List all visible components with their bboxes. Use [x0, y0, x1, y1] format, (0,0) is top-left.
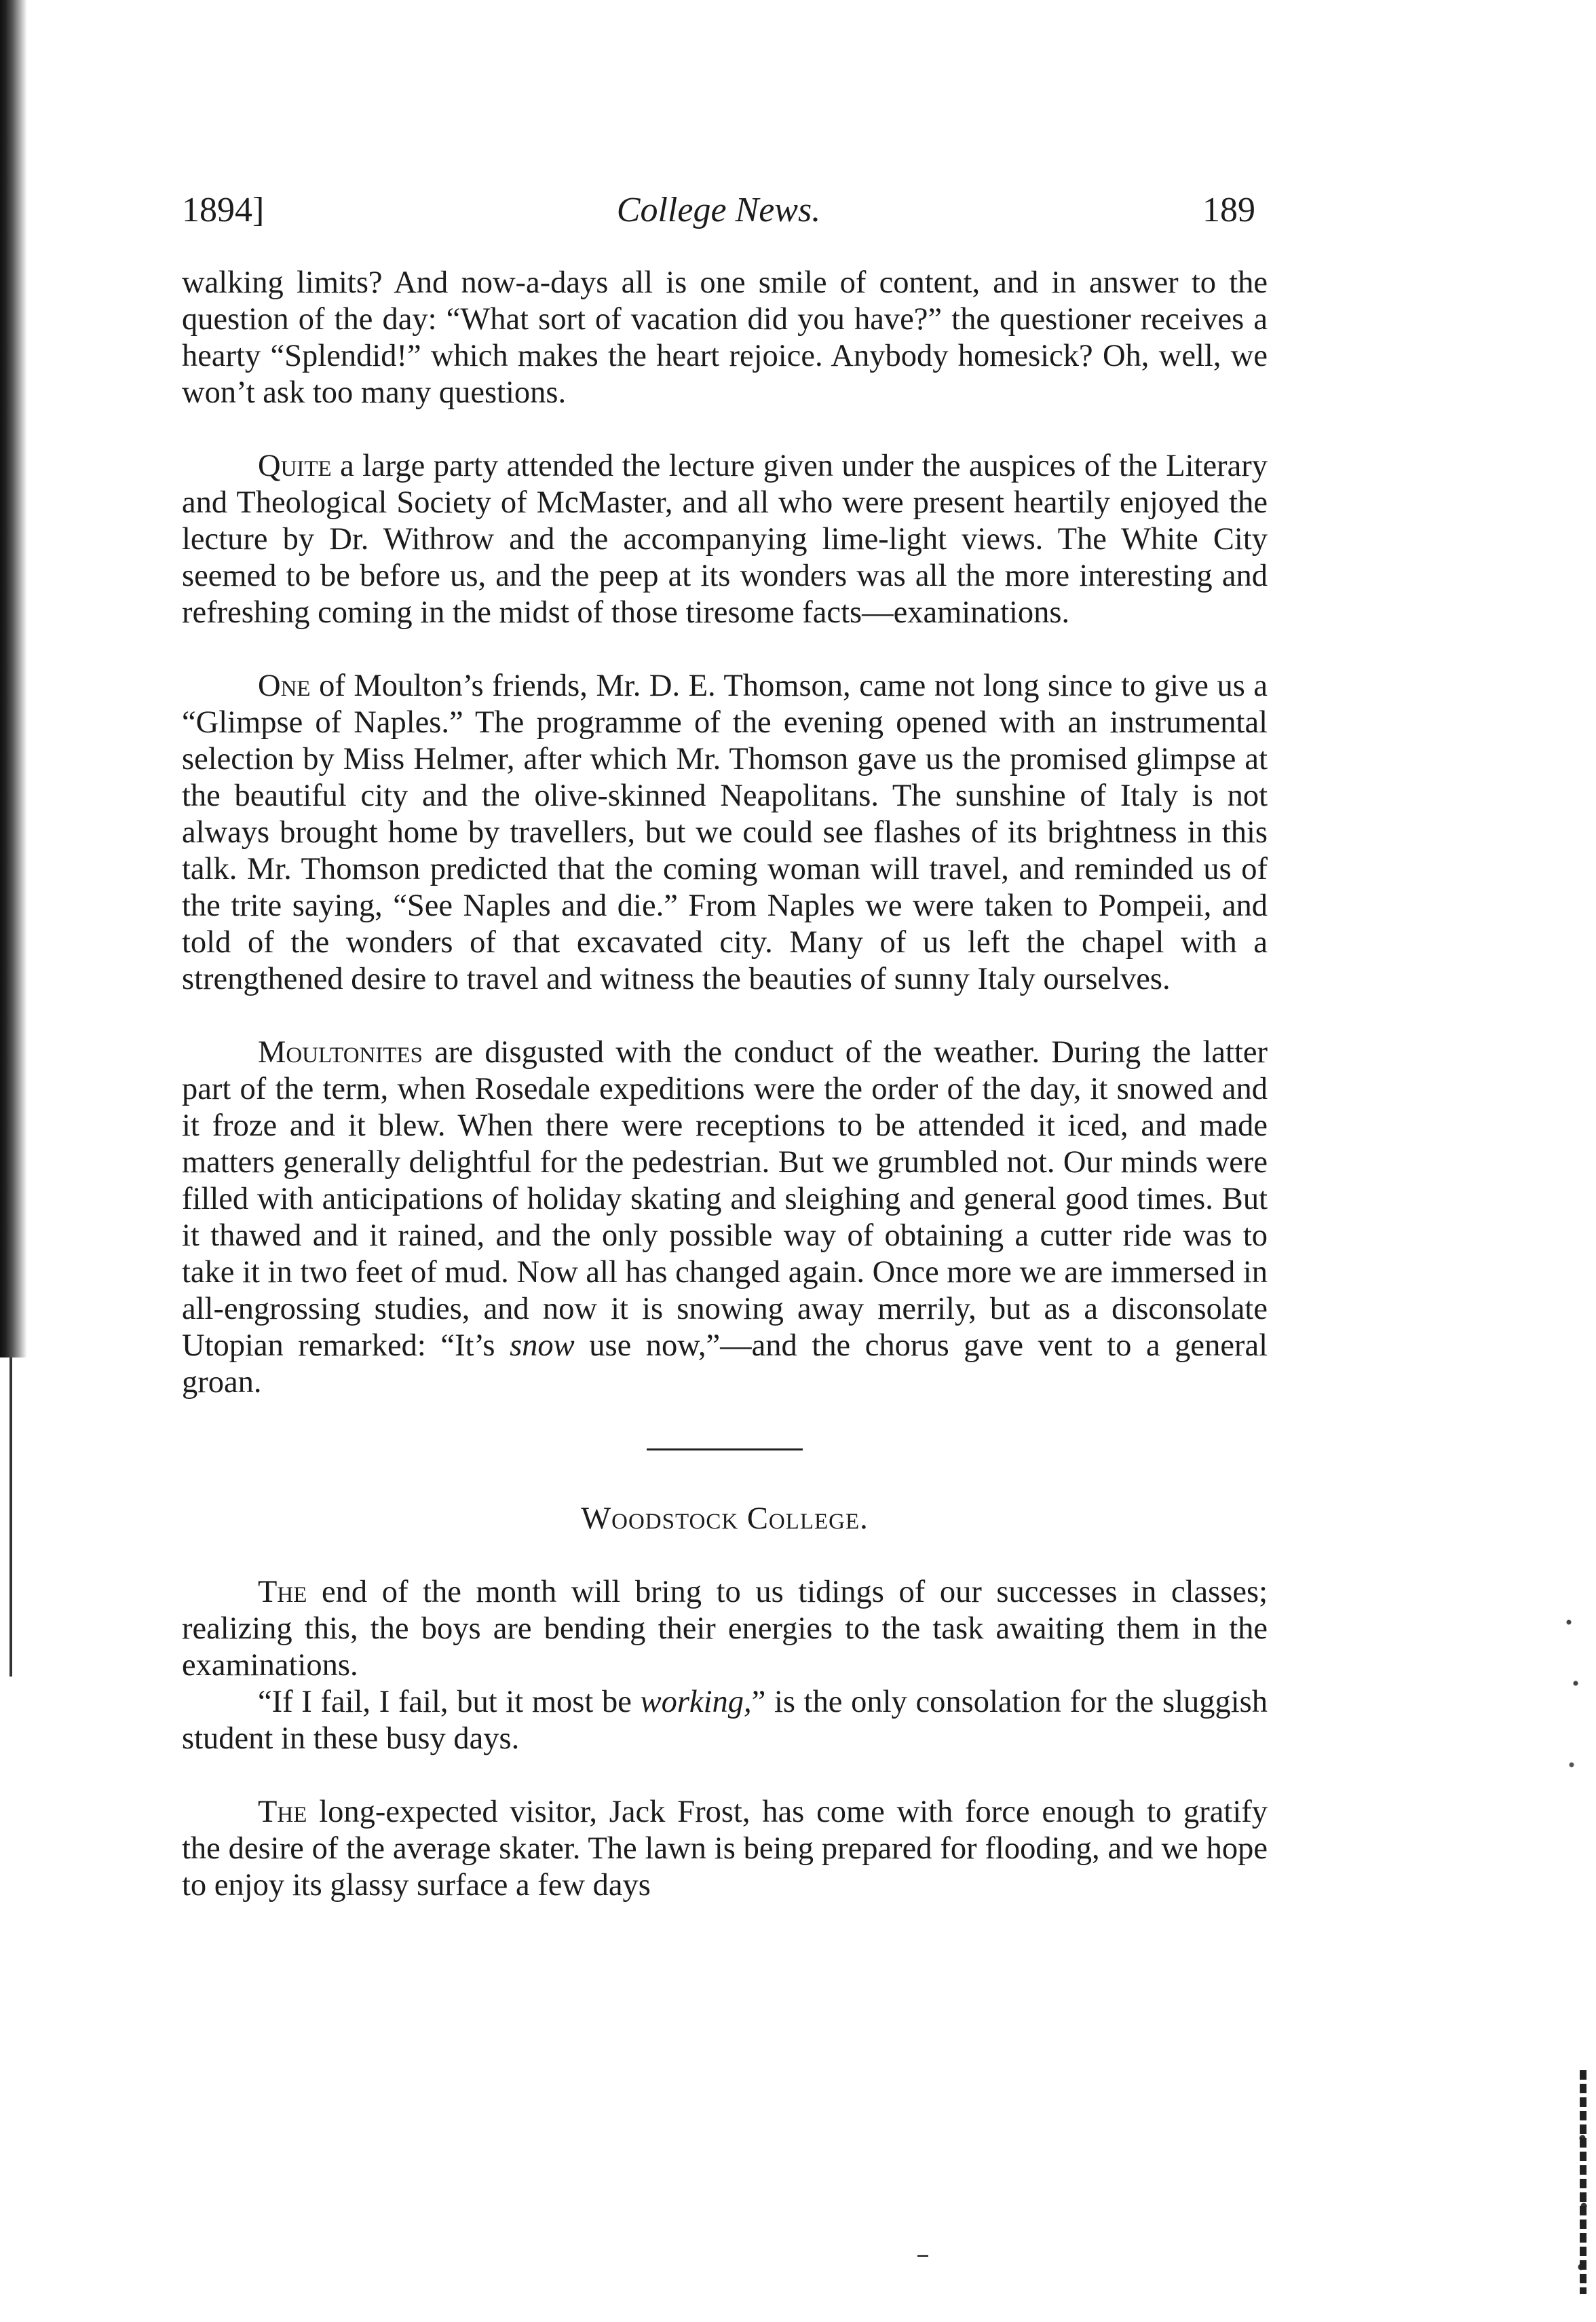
paragraph-text: walking limits? And now-a-days all is one smile of content, and in answer to the question of the day: “What sort of vacation did you have?” the questioner receives a hearty “Splendid!” which makes the heart rejoice. Anybody homesick? Oh, well, we won’t ask too many questions. — [182, 265, 1268, 410]
paragraph-lead: Quite — [258, 449, 332, 483]
paragraph-text: are disgusted with the conduct of the weather. During the latter part of the term, when Rosedale expeditions were the order of the day, it snowed and it froze and it blew. When there were receptions to be attended it iced, and made matters generally delightful for the pedestrian. But we grumbled not. Our minds were filled with anticipations of holiday skating and sleighing and general good times. But it thawed and it rained, and the only possible way of obtaining a cutter ride was to take it in two feet of mud. Now all has changed again. Once more we are immersed in all-engrossing studies, and now it is snowing away merrily, but as a disconsolate Utopian remarked: “It’s — [182, 1035, 1268, 1363]
binding-shadow-tail — [10, 1357, 12, 1677]
section-divider — [647, 1448, 803, 1450]
paragraph-lead: The — [258, 1795, 307, 1829]
paragraph-italic: working, — [640, 1685, 752, 1719]
paragraph-weather — [182, 1034, 1268, 1401]
paragraph-text: a large party attended the lecture given under the auspices of the Literary and Theological Society of McMaster, and all who were present heartily enjoyed the lecture by Dr. Withrow and the accompanying lime-light views. The White City seemed to be before us, and the peep at its wonders was all the more interesting and refreshing coming in the midst of those tiresome facts—examinations. — [182, 449, 1268, 630]
paragraph-lead: Moultonites — [258, 1035, 423, 1070]
paragraph-text: long-expected visitor, Jack Frost, has come with force enough to gratify the desire of the average skater. The lawn is being prepared for flooding, and we hope to enjoy its glassy surface a few days — [182, 1795, 1268, 1903]
paragraph-lecture — [182, 448, 1268, 631]
paragraph-text: “If I fail, I fail, but it most be — [258, 1685, 632, 1719]
paragraph-jack-frost — [182, 1794, 1268, 1904]
page-edge-specks — [1542, 0, 1596, 2322]
paragraph-tail: ” is the only consolation for the sluggish student in these busy days. — [182, 1685, 1268, 1756]
paragraph-italic: snow — [510, 1328, 575, 1363]
signature-mark — [917, 2255, 928, 2257]
paragraph-text: of Moulton’s friends, Mr. D. E. Thomson, came not long since to give us a “Glimpse of Naples.” The programme of the evening opened with an instrumental selection by Miss Helmer, after which Mr. Thomson gave us the promised glimpse at the beautiful city and the olive-skinned Neapolitans. The sunshine of Italy is not always brought home by travellers, but we could see flashes of its brightness in this talk. Mr. Thomson predicted that the coming woman will travel, and reminded us of the trite saying, “See Naples and die.” From Naples we were taken to Pompeii, and told of the wonders of that excavated city. Many of us left the chapel with a strengthened desire to travel and witness the beauties of sunny Italy ourselves. — [182, 669, 1268, 996]
paragraph-vacation — [182, 265, 1268, 411]
article-body — [182, 265, 1268, 1904]
page-edge-mark — [1580, 2070, 1586, 2294]
paragraph-text: end of the month will bring to us tidings of our successes in classes; realizing this, the boys are bending their energies to the task awaiting them in the examinations. — [182, 1575, 1268, 1683]
paragraph-tail: use now,”—and the chorus gave vent to a general groan. — [182, 1328, 1268, 1400]
paragraph-lead: The — [258, 1575, 307, 1609]
running-head-year: 1894] — [182, 191, 265, 229]
section-heading-woodstock: Woodstock College. — [581, 1501, 869, 1536]
paragraph-examinations — [182, 1574, 1268, 1684]
paragraph-lead: One — [258, 669, 311, 703]
page-number: 189 — [1202, 191, 1255, 229]
running-head — [182, 190, 1255, 244]
running-head-title: College News. — [616, 191, 821, 229]
paragraph-consolation — [182, 1684, 1268, 1757]
paragraph-naples — [182, 668, 1268, 998]
binding-shadow — [0, 0, 27, 1357]
